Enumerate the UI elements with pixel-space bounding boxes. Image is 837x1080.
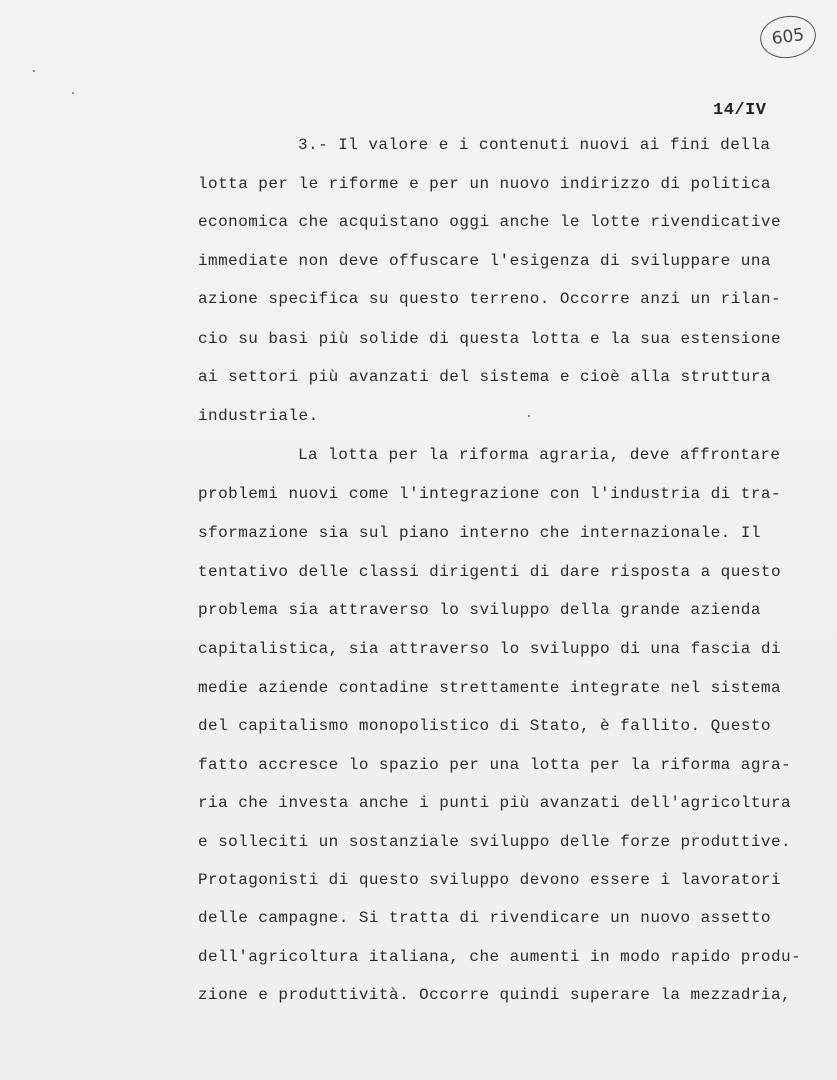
paper-speck xyxy=(33,70,35,72)
text-line: ai settori più avanzati del sistema e cioè alla struttura xyxy=(198,368,771,386)
paper-speck xyxy=(72,92,74,94)
text-line: Protagonisti di questo sviluppo devono essere i lavoratori xyxy=(198,871,781,889)
text-line: fatto accresce lo spazio per una lotta per la riforma agra- xyxy=(198,756,792,774)
text-line: ria che investa anche i punti più avanzati dell'agricoltura xyxy=(198,794,792,812)
archive-stamp-number: 605 xyxy=(770,24,806,50)
text-line: problema sia attraverso lo sviluppo della grande azienda xyxy=(198,601,761,619)
text-line: tentativo delle classi dirigenti di dare risposta a questo xyxy=(198,563,781,581)
page-number: 14/IV xyxy=(713,101,767,120)
text-line: delle campagne. Si tratta di rivendicare un nuovo assetto xyxy=(198,909,771,927)
text-line: zione e produttività. Occorre quindi superare la mezzadria, xyxy=(198,986,792,1004)
paper-speck xyxy=(528,415,530,417)
text-line: industriale. xyxy=(198,407,319,425)
text-line: problemi nuovi come l'integrazione con l'industria di tra- xyxy=(198,485,781,503)
text-line: e solleciti un sostanziale sviluppo delle forze produttive. xyxy=(198,833,792,851)
text-line: medie aziende contadine strettamente integrate nel sistema xyxy=(198,679,781,697)
text-line: La lotta per la riforma agraria, deve affrontare xyxy=(298,446,781,464)
archive-stamp xyxy=(757,12,818,61)
text-line: del capitalismo monopolistico di Stato, è fallito. Questo xyxy=(198,717,771,735)
text-line: cio su basi più solide di questa lotta e la sua estensione xyxy=(198,330,781,348)
text-line: dell'agricoltura italiana, che aumenti in modo rapido produ- xyxy=(198,948,802,966)
text-line: capitalistica, sia attraverso lo sviluppo di una fascia di xyxy=(198,640,781,658)
text-line: lotta per le riforme e per un nuovo indirizzo di politica xyxy=(198,175,771,193)
text-line: immediate non deve offuscare l'esigenza di sviluppare una xyxy=(198,252,771,270)
text-line: 3.- Il valore e i contenuti nuovi ai fini della xyxy=(298,136,771,154)
text-line: sformazione sia sul piano interno che internazionale. Il xyxy=(198,524,761,542)
text-line: economica che acquistano oggi anche le lotte rivendicative xyxy=(198,213,781,231)
text-line: azione specifica su questo terreno. Occorre anzi un rilan- xyxy=(198,290,781,308)
